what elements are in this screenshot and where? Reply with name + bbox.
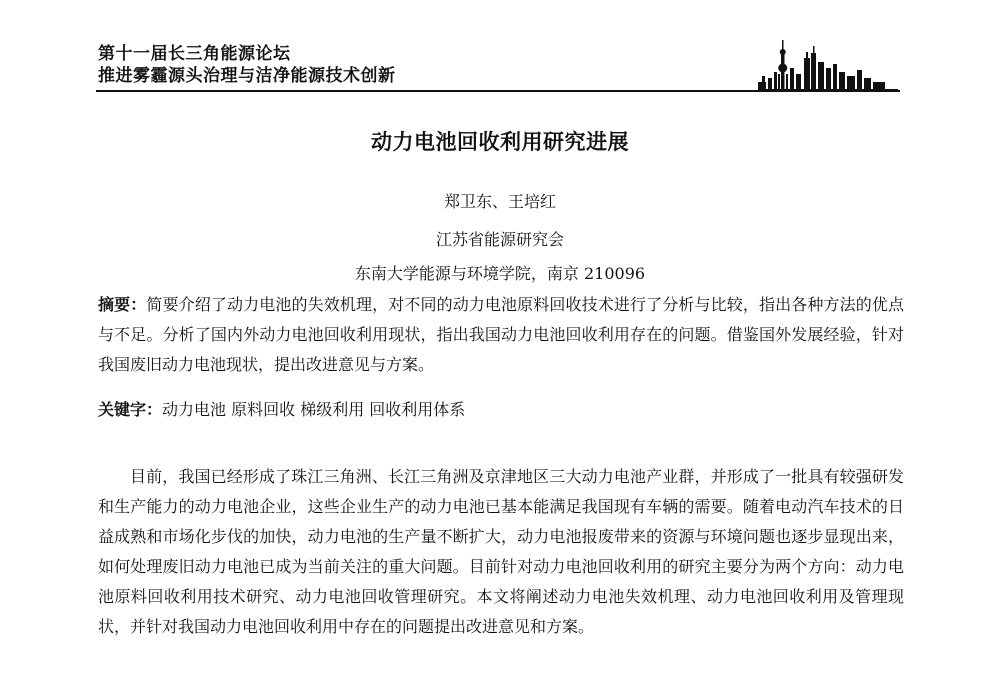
affiliation-1: 江苏省能源研究会 [435, 230, 564, 249]
conference-name: 第十一届长三角能源论坛 [98, 44, 291, 64]
keywords-text: 动力电池 原料回收 梯级利用 回收利用体系 [162, 400, 466, 419]
abstract-text: 简要介绍了动力电池的失效机理，对不同的动力电池原料回收技术进行了分析与比较，指出各种方法的优点与不足。分析了国内外动力电池回收利用现状，指出我国动力电池回收利用存在的问题。借鉴国外发展经验，针对我国废旧动力电池现状，提出改进意见与方案。 [98, 295, 904, 374]
keywords [98, 395, 904, 425]
abstract-label: 摘要： [98, 295, 147, 314]
conference-theme: 推进雾霾源头治理与洁净能源技术创新 [98, 66, 396, 86]
body-paragraph: 目前，我国已经形成了珠江三角洲、长江三角洲及京津地区三大动力电池产业群，并形成了一批具有较强研发和生产能力的动力电池企业，这些企业生产的动力电池已基本能满足我国现有车辆的需要。随着电动汽车技术的日益成熟和市场化步伐的加快，动力电池的生产量不断扩大，动力电池报废带来的资源与环境问题也逐步显现出来，如何处理废旧动力电池已成为当前关注的重大问题。目前针对动力电池回收利用的研究主要分为两个方向：动力电池原料回收利用技术研究、动力电池回收管理研究。本文将阐述动力电池失效机理、动力电池回收利用及管理现状，并针对我国动力电池回收利用中存在的问题提出改进意见和方案。 [98, 467, 904, 636]
abstract [98, 290, 904, 380]
paper-title: 动力电池回收利用研究进展 [371, 130, 629, 154]
author-list: 郑卫东、王培红 [443, 192, 556, 211]
keywords-label: 关键字： [98, 400, 163, 419]
city-skyline-logo [758, 38, 898, 91]
affiliation-2: 东南大学能源与环境学院，南京 210096 [354, 264, 646, 283]
header-divider [96, 90, 900, 92]
